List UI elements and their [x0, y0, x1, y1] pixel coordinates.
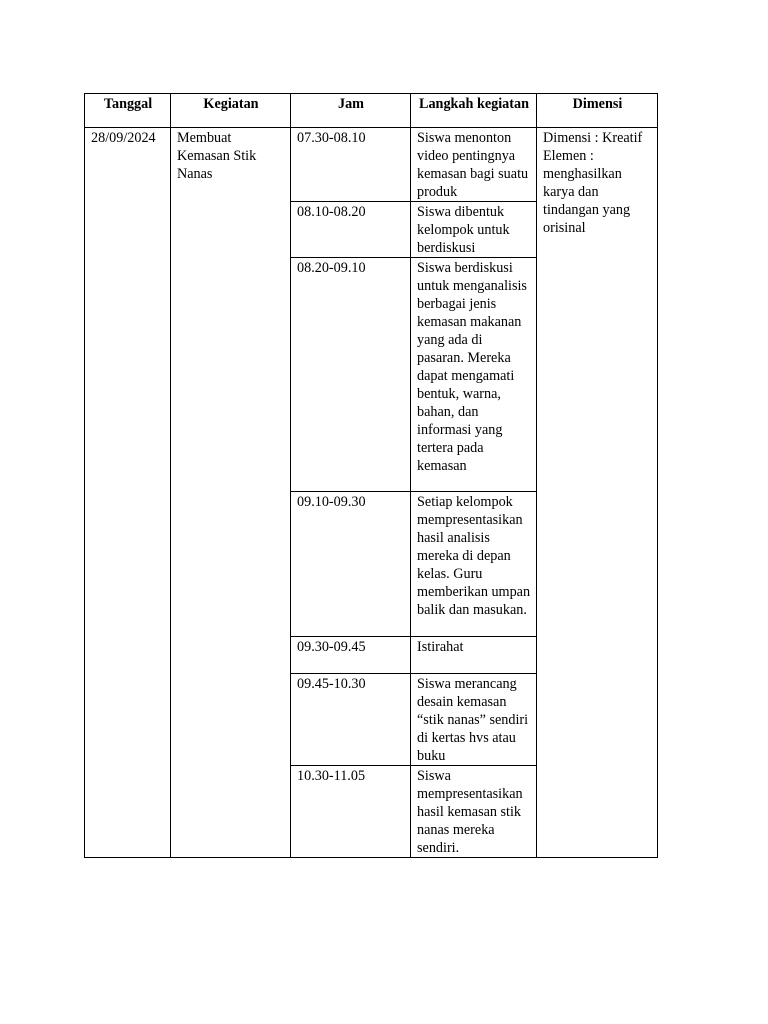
- cell-tanggal: 28/09/2024: [85, 128, 171, 858]
- header-row: [85, 94, 658, 128]
- cell-jam: 07.30-08.10: [291, 128, 411, 202]
- table-row: [85, 128, 658, 202]
- header-dimensi: Dimensi: [537, 94, 658, 128]
- cell-jam: 08.10-08.20: [291, 202, 411, 258]
- cell-dimensi: Dimensi : Kreatif Elemen : menghasilkan karya dan tindangan yang orisinal: [537, 128, 658, 858]
- cell-jam: 08.20-09.10: [291, 258, 411, 492]
- cell-jam: 09.45-10.30: [291, 674, 411, 766]
- cell-langkah: Siswa mempresentasikan hasil kemasan stik nanas mereka sendiri.: [411, 766, 537, 858]
- cell-jam: 09.30-09.45: [291, 637, 411, 674]
- cell-langkah: Siswa menonton video pentingnya kemasan bagi suatu produk: [411, 128, 537, 202]
- header-kegiatan: Kegiatan: [171, 94, 291, 128]
- cell-langkah: Siswa berdiskusi untuk menganalisis berbagai jenis kemasan makanan yang ada di pasaran. Mereka dapat mengamati bentuk, warna, bahan, dan informasi yang tertera pada kemasan: [411, 258, 537, 492]
- cell-jam: 10.30-11.05: [291, 766, 411, 858]
- cell-jam: 09.10-09.30: [291, 492, 411, 637]
- cell-langkah: Siswa merancang desain kemasan “stik nanas” sendiri di kertas hvs atau buku: [411, 674, 537, 766]
- header-jam: Jam: [291, 94, 411, 128]
- header-langkah-kegiatan: Langkah kegiatan: [411, 94, 537, 128]
- cell-langkah: Istirahat: [411, 637, 537, 674]
- cell-langkah: Siswa dibentuk kelompok untuk berdiskusi: [411, 202, 537, 258]
- cell-langkah: Setiap kelompok mempresentasikan hasil analisis mereka di depan kelas. Guru memberikan umpan balik dan masukan.: [411, 492, 537, 637]
- header-tanggal: Tanggal: [85, 94, 171, 128]
- cell-kegiatan: Membuat Kemasan Stik Nanas: [171, 128, 291, 858]
- activity-table: [84, 93, 658, 858]
